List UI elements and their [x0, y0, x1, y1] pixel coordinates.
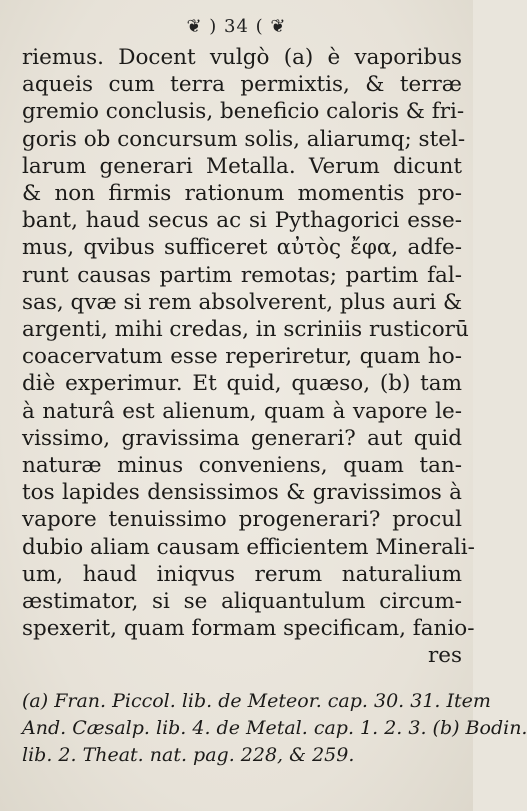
page-header: ❦ ) 34 ( ❦	[186, 16, 287, 37]
text-line: aqueis cum terra permixtis, & terræ	[22, 72, 462, 98]
text-line: sas, qvæ si rem absolverent, plus auri &	[22, 289, 463, 315]
text-line: coacervatum esse reperiretur, quam ho-	[22, 344, 462, 370]
text-line: & non firmis rationum momentis pro-	[22, 181, 462, 207]
text-line: um, haud iniqvus rerum naturalium	[22, 561, 462, 587]
footnote-line: And. Cæsalp. lib. 4. de Metal. cap. 1. 2. 3. (b) Bodin.	[22, 717, 527, 739]
text-line: mus, qvibus sufficeret αὐτὸς ἔφα, adfe-	[22, 235, 462, 261]
text-line: diè experimur. Et quid, quæso, (b) tam	[22, 371, 462, 397]
text-line: tos lapides densissimos & gravissimos à	[22, 480, 462, 506]
text-line: naturæ minus conveniens, quam tan-	[22, 453, 462, 479]
text-line: runt causas partim remotas; partim fal-	[22, 262, 462, 288]
catchword: res	[427, 643, 462, 669]
text-line: bant, haud secus ac si Pythagorici esse-	[22, 208, 462, 234]
text-line: dubio aliam causam efficientem Minerali-	[22, 534, 475, 560]
text-line: gremio conclusis, beneficio caloris & fri-	[22, 99, 465, 125]
text-line: vapore tenuissimo progenerari? procul	[22, 507, 462, 533]
text-line: à naturâ est alienum, quam à vapore le-	[22, 398, 462, 424]
footnote-line: (a) Fran. Piccol. lib. de Meteor. cap. 30. 31. Item	[22, 690, 491, 712]
text-line: vissimo, gravissima generari? aut quid	[22, 425, 462, 451]
text-line: goris ob concursum solis, aliarumq; stel-	[22, 126, 466, 152]
body-text	[22, 44, 475, 670]
footnote-line: lib. 2. Theat. nat. pag. 228, & 259.	[22, 744, 355, 766]
text-line: spexerit, quam formam specificam, fanio-	[22, 616, 475, 642]
text-line: æstimator, si se aliquantulum circum-	[22, 589, 462, 615]
footnotes	[22, 688, 527, 769]
text-line: riemus. Docent vulgò (a) è vaporibus	[22, 45, 462, 70]
text-line: argenti, mihi credas, in scriniis rusticorū	[22, 317, 469, 343]
text-line: larum generari Metalla. Verum dicunt	[22, 153, 462, 179]
